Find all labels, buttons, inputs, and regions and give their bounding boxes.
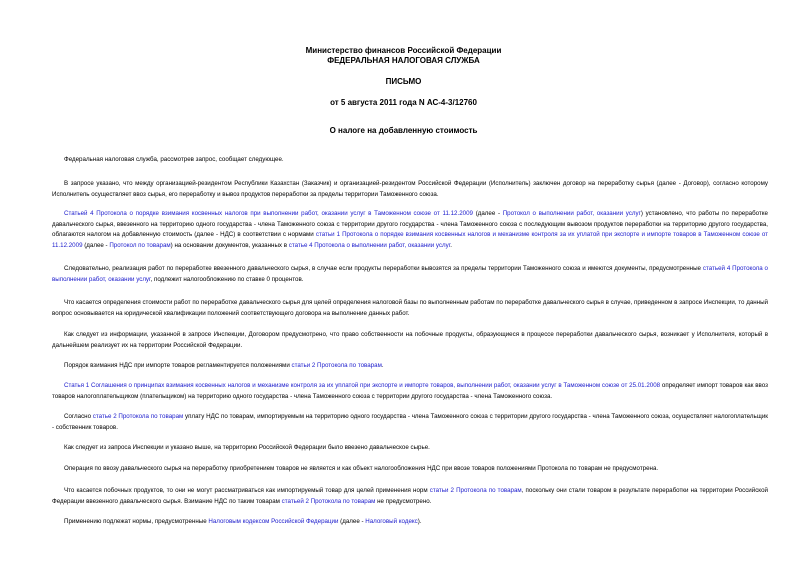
paragraph-11: Операция по ввозу давальческого сырья на переработку приобретением товаров не является и как объект налогообложения НДС при ввозе товаров положениями Протокола по товарам не предусмотрена. bbox=[64, 465, 659, 472]
link-protocol-goods[interactable]: Протокол по товарам bbox=[109, 241, 171, 249]
paragraph-3-text-5: . bbox=[450, 241, 452, 249]
paragraph-5: Что касается определения стоимости работ по переработке давальческого сырья для целей определения налоговой базы по выполненным работам по переработке давальческого сырья в случае, приведенном в запросе Инспекции, то данный вопрос основывается на юридической квалификации положений соответствующего договора на выполнение данных работ. bbox=[52, 299, 768, 317]
paragraph-10: Как следует из запроса Инспекции и указано выше, на территорию Российской Федерации было ввезено давальческое сырье. bbox=[64, 444, 430, 451]
paragraph-7 bbox=[52, 361, 768, 372]
link-tax-code-short[interactable]: Налоговый кодекс bbox=[365, 518, 418, 525]
document-date-number: от 5 августа 2011 года N АС-4-3/12760 bbox=[330, 98, 477, 107]
paragraph-12-text-2: , поскольку они стали товаром в результате переработки на территории Российской Федерации ввезенного давальческого сырья. Взимание НДС по таким товарам bbox=[52, 487, 768, 505]
paragraph-9-text-2: уплату НДС по товарам, импортируемым на территорию одного государства - члена Таможенного союза с территории другого государства - члена Таможенного союза, осуществляет налогоплательщик - собственник товаров. bbox=[52, 413, 768, 431]
paragraph-3-text-4: ) на основании документов, указанных в bbox=[170, 241, 289, 249]
paragraph-4-text-1: Следовательно, реализация работ по переработке ввезенного давальческого сырья, в случае если продукты переработки вывозятся за пределы территории Таможенного союза и имеются документы, предусмотренные bbox=[64, 265, 703, 272]
paragraph-12-text-1: Что касается побочных продуктов, то они не могут рассматриваться как импортируемый товар для целей применения норм bbox=[64, 487, 430, 494]
paragraph-13-text-3: ). bbox=[417, 518, 422, 525]
document-type: ПИСЬМО bbox=[385, 77, 422, 86]
paragraph-13-text-2: (далее - bbox=[338, 518, 366, 525]
paragraph-7-text-2: . bbox=[381, 362, 384, 369]
link-article-1-agreement[interactable]: Статья 1 Соглашения о принципах взимания косвенных налогов и механизме контроля за их уплатой при экспорте и импорте товаров, выполнении работ, оказании услуг в Таможенном союзе от 25.01.2008 bbox=[64, 382, 661, 389]
paragraph-13 bbox=[52, 517, 768, 528]
paragraph-8-text-1: определяет импорт товаров как ввоз товаров налогоплательщиком (плательщиком) на территорию одного государства - члена Таможенного союза с территории другого государства - члена Таможенного союза. bbox=[52, 382, 768, 400]
paragraph-2: В запросе указано, что между организацией-резидентом Республики Казахстан (Заказчик) и организацией-резидентом Российской Федерации (Исполнитель) заключен договор на переработку сырья (далее - Договор), согласно которому Исполнитель осуществляет ввоз сырья, его переработку и вывоз продуктов переработки за пределы территории Таможенного союза. bbox=[52, 180, 768, 198]
link-tax-code[interactable]: Налоговым кодексом Российской Федерации bbox=[208, 518, 339, 525]
link-article-4-protocol-works[interactable]: Статьей 4 Протокола о порядке взимания косвенных налогов при выполнении работ, оказании услуг в Таможенном союзе от 11.12.2009 bbox=[64, 210, 473, 217]
link-article-2-protocol-goods-3[interactable]: статьи 2 Протокола по товарам bbox=[429, 487, 522, 494]
link-article-2-protocol-goods-2[interactable]: статье 2 Протокола по товарам bbox=[92, 413, 184, 420]
link-article-1-protocol-goods[interactable]: статьи 1 Протокола о порядке взимания косвенных налогов и механизме контроля за их уплатой при экспорте и импорте товаров в Таможенном союзе от 11.12.2009 bbox=[52, 231, 769, 249]
link-protocol-works[interactable]: Протокол о выполнении работ, оказании услуг bbox=[502, 210, 641, 217]
paragraph-6: Как следует из информации, указанной в запросе Инспекции, Договором предусмотрено, что право собственности на побочные продукты, образующиеся в процессе переработки давальческого сырья, возникает у Исполнителя, который в дальнейшем реализует их на территории Российской Федерации. bbox=[52, 331, 768, 349]
link-article-4-protocol-works-2[interactable]: статье 4 Протокола о выполнении работ, оказании услуг bbox=[288, 241, 451, 249]
paragraph-1: Федеральная налоговая служба, рассмотрев запрос, сообщает следующее. bbox=[64, 156, 284, 163]
paragraph-7-text-1: Порядок взимания НДС при импорте товаров регламентируется положениями bbox=[64, 362, 292, 369]
link-article-2-protocol-goods[interactable]: статьи 2 Протокола по товарам bbox=[291, 362, 382, 369]
paragraph-4 bbox=[52, 264, 768, 285]
document-subject: О налоге на добавленную стоимость bbox=[329, 126, 478, 135]
paragraph-8 bbox=[52, 381, 768, 402]
paragraph-3-text-1: (далее - bbox=[473, 210, 503, 217]
paragraph-9-text-1: Согласно bbox=[64, 413, 93, 420]
paragraph-3 bbox=[52, 209, 768, 251]
paragraph-12-text-3: не предусмотрено. bbox=[375, 497, 432, 505]
paragraph-12 bbox=[52, 486, 768, 507]
paragraph-13-text-1: Применению подлежат нормы, предусмотренные bbox=[64, 518, 209, 525]
paragraph-4-text-2: , подлежит налогообложению по ставке 0 процентов. bbox=[150, 275, 304, 283]
service-name: ФЕДЕРАЛЬНАЯ НАЛОГОВАЯ СЛУЖБА bbox=[327, 56, 480, 65]
link-article-4-protocol-works-3[interactable]: статьей 4 Протокола о выполнении работ, оказании услуг bbox=[52, 265, 768, 283]
paragraph-9 bbox=[52, 412, 768, 433]
ministry-name: Министерство финансов Российской Федерации bbox=[305, 46, 502, 55]
paragraph-3-text-2: ) установлено, что работы по переработке давальческого сырья, ввезенного на территорию одного государства - члена Таможенного союза с территории другого государства - члена Таможенного союза с последующим вывозом продуктов переработки на территорию другого государства, облагаются налогом на добавленную стоимость (далее - НДС) в соответствии с нормами bbox=[52, 210, 768, 239]
link-article-2-protocol-goods-4[interactable]: статьей 2 Протокола по товарам bbox=[281, 497, 376, 505]
paragraph-3-text-3: (далее - bbox=[82, 241, 110, 249]
